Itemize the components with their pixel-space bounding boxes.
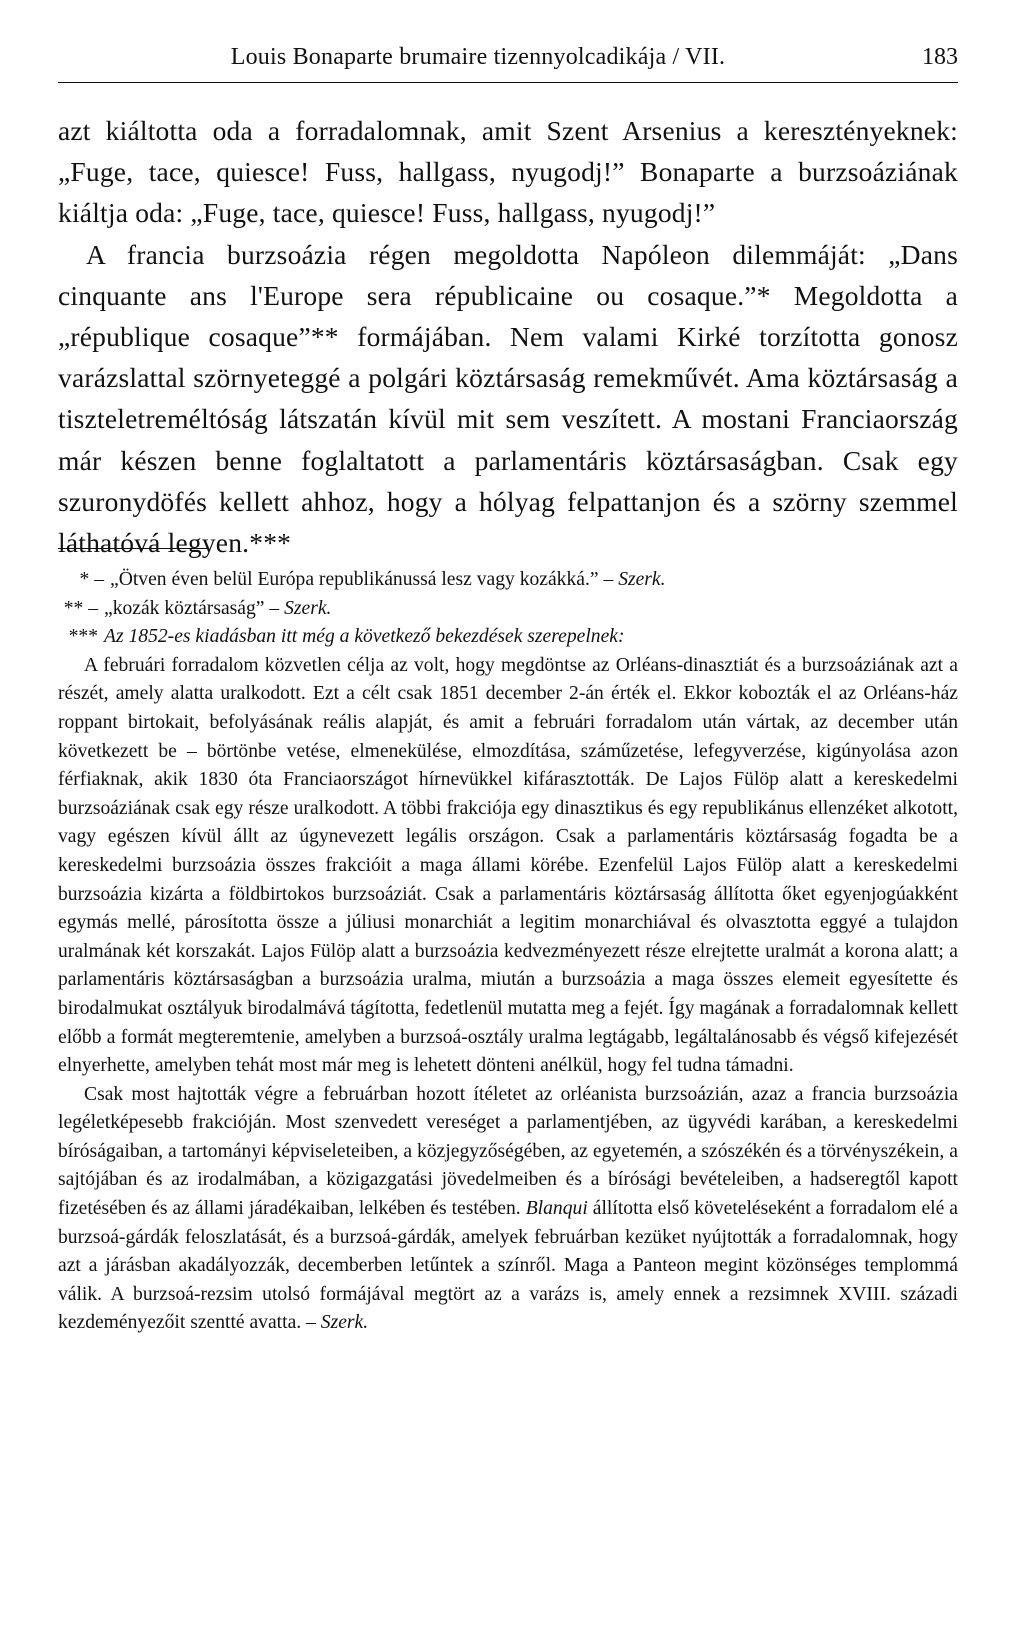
main-paragraph	[58, 234, 958, 564]
footnote-mark: ***	[68, 626, 98, 648]
main-paragraph	[58, 110, 958, 234]
footnote	[58, 566, 958, 595]
page-number: 183	[922, 44, 958, 70]
footnote-ref: ***	[249, 527, 292, 559]
footnote-paragraph-text: Csak most hajtották végre a februárban hozott ítéletet az orléanista burzsoázián, azaz a francia burzsoázia legéletképesebb frakcióján. Most szenvedett vereséget a parlamentjében, az ügyvédi karában, a kereskedelmi bíróságaiban, a tartományi képviseleteiben, a közjegyzőségében, az egyetemén, a szószékén és a törvényszékein, a sajtójában és az irodalmában, a közigazgatási jövedelmeiben és a bírósági bevételeiben, a hadseregtől kapott fizetésében és az állami járadékaiban, lelkében és testében.	[58, 1083, 958, 1220]
footnotes	[58, 566, 958, 1566]
footnote-mark: ** –	[63, 597, 98, 619]
footnote-separator	[58, 548, 208, 549]
footnote-source: Szerk.	[284, 597, 332, 619]
running-title: Louis Bonaparte brumaire tizennyolcadikája / VII.	[230, 44, 726, 70]
footnote-paragraph	[58, 1081, 958, 1338]
header-rule	[58, 82, 958, 83]
footnote-paragraph-text: A februári forradalom közvetlen célja az volt, hogy megdöntse az Orléans-dinasztiát és a burzsoáziának azt a részét, amely alatta uralkodott. Ezt a célt csak 1851 december 2-án érték el. Ekkor kobozták el az Orléans-ház roppant birtokait, befolyásának reális alapját, és amit a februári forradalom után vártak, az december után következett be – börtönbe vetése, elmenekülése, elmozdítása, száműzetése, lefegyverzése, kigúnyolása azon férfiaknak, akik 1830 óta Franciaországot hírnevükkel kifárasztották. De Lajos Fülöp alatt a kereskedelmi burzsoáziának csak egy része uralkodott. A többi frakciója egy dinasztikus és egy republikánus ellenzéket alkotott, vagy egészen kívül állt az úgynevezett legális országon. Csak a parlamentáris köztársaság fogadta be a kereskedelmi burzsoázia összes frakcióit a maga állami körébe. Ezenfelül Lajos Fülöp alatt a kereskedelmi burzsoázia kizárta a földbirtokos burzsoáziát. Csak a parlamentáris köztársaság állította őket egyenjogúakként egymás mellé, párosította össze a júliusi monarchiát a legitim monarchiával és olvasztotta eggyé a tulajdon uralmának két korszakát. Lajos Fülöp alatt a burzsoázia kedvezményezett része elrejtette uralmát a korona alatt; a parlamentáris köztársaságban a burzsoázia uralma, miután a burzsoázia a maga összes elemeit egyesítette és birodalmukat osztályuk birodalmává tágította, fedetlenül mutatta meg a fejét. Így magának a forradalomnak kellett előbb a formát megteremtenie, amelyben a burzsoá-osztály uralma legtágabb, legáltalánosabb és végső kifejezését elnyerhette, amelyben tehát most már meg is lehetett dönteni anélkül, hogy fel tudna támadni.	[58, 654, 958, 1077]
footnote-text: „Ötven éven belül Európa republikánussá lesz vagy kozákká.” –	[110, 569, 614, 590]
name-blanqui: Blanqui	[525, 1198, 588, 1220]
footnote-paragraph-text: állította első követeléseként a forradalom elé a burzsoá-gárdák feloszlatását, és a burzsoá-gárdák, amelyek februárban kezüket nyújtották a forradalomnak, hogy azt a járásban akadályozzák, decemberben letűntek a színről. Maga a Panteon megint közönséges templommá válik. A burzsoá-rezsim utolsó formájával megtört az a varázs is, amely ennek a rezsimnek XVIII. századi kezdeményezőit szentté avatta. –	[58, 1198, 959, 1334]
footnote	[58, 623, 958, 652]
footnote-ref: ** formájában. Nem valami Kirké torzította gonosz varázslattal szörnyeteggé a polgári köztársaság remekművét. Ama köztársaság a tiszteletreméltóság látszatán kívül mit sem veszített. A mostani Franciaország már készen benne foglaltatott a parlamentáris köztársaságban. Csak egy szuronydöfés kellett ahhoz, hogy a hólyag felpattanjon és a szörny szemmel láthatóvá legyen.	[58, 321, 958, 559]
footnote	[58, 595, 958, 624]
footnote-paragraph	[58, 652, 958, 1081]
footnote-mark: * –	[79, 569, 104, 590]
footnote-body	[58, 652, 958, 1338]
footnote-source: Szerk.	[320, 1312, 369, 1334]
footnote-text: „kozák köztársaság” –	[104, 597, 280, 619]
main-text	[58, 110, 958, 559]
main-paragraph-text: azt kiáltotta oda a forradalomnak, amit Szent Arsenius a keresztényeknek: „Fuge, tace, quiesce! Fuss, hallgass, nyugodj!” Bonaparte a burzsoáziának kiáltja oda: „Fuge, tace, quiesce! Fuss, hallgass, nyugodj!”	[58, 115, 958, 229]
footnote-source: Szerk.	[618, 569, 666, 590]
footnote-ref: * Megoldotta a „république cosaque”	[58, 279, 958, 353]
footnote-text: Az 1852-es kiadásban itt még a következő bekezdések szerepelnek:	[104, 626, 625, 648]
running-header	[58, 44, 958, 78]
main-paragraph-text: A francia burzsoázia régen megoldotta Napóleon dilemmáját: „Dans cinquante ans l'Europe sera républicaine ou cosaque.”	[58, 238, 958, 311]
